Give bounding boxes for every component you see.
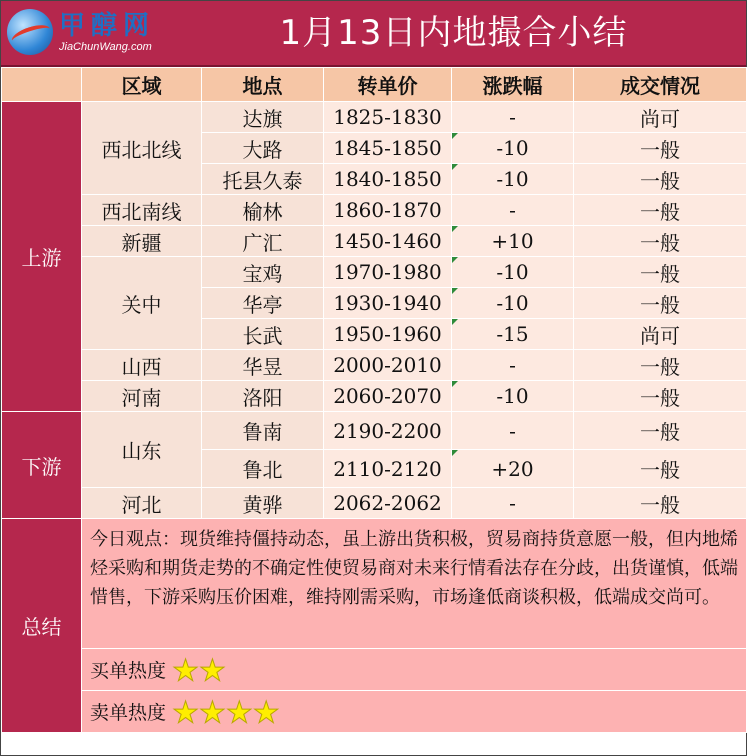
price-cell: 2110-2120	[324, 450, 452, 488]
summary-text: 今日观点：现货维持僵持动态，虽上游出货积极，贸易商持货意愿一般，但内地烯烃采购和期货走势的不确定性使贸易商对未来行情看法存在分歧，出货谨慎，低端惜售，下游采购压价困难，维持刚需采购，市场逢低商谈积极，低端成交尚可。	[82, 519, 747, 649]
location-cell: 大路	[202, 133, 324, 164]
table-row	[2, 488, 747, 519]
sell-heat-row	[2, 691, 747, 733]
column-header-change: 涨跌幅	[452, 68, 574, 102]
logo-url: JiaChunWang.com	[59, 41, 152, 53]
change-cell: -10	[452, 133, 574, 164]
location-cell: 华亭	[202, 288, 324, 319]
price-cell: 1845-1850	[324, 133, 452, 164]
location-cell: 广汇	[202, 226, 324, 257]
header-bar	[1, 1, 746, 67]
price-cell: 1950-1960	[324, 319, 452, 350]
deal-cell: 一般	[574, 288, 747, 319]
deal-cell: 一般	[574, 350, 747, 381]
deal-cell: 尚可	[574, 102, 747, 133]
deal-cell: 一般	[574, 488, 747, 519]
star-icon: ★	[198, 653, 226, 689]
table-row	[2, 350, 747, 381]
location-cell: 华昱	[202, 350, 324, 381]
logo	[7, 5, 157, 61]
change-cell: -10	[452, 164, 574, 195]
region-cell: 山东	[82, 412, 202, 488]
location-cell: 托县久泰	[202, 164, 324, 195]
location-cell: 长武	[202, 319, 324, 350]
deal-cell: 一般	[574, 164, 747, 195]
change-cell: +20	[452, 450, 574, 488]
table-row	[2, 226, 747, 257]
region-cell: 西北北线	[82, 102, 202, 195]
column-header-location: 地点	[202, 68, 324, 102]
page-title: 1月13日内地撮合小结	[279, 13, 628, 53]
header-blank-cell	[2, 68, 82, 102]
region-cell: 新疆	[82, 226, 202, 257]
price-cell: 2190-2200	[324, 412, 452, 450]
change-cell: -	[452, 350, 574, 381]
price-cell: 2062-2062	[324, 488, 452, 519]
table-row	[2, 412, 747, 450]
change-cell: -	[452, 102, 574, 133]
price-cell: 1970-1980	[324, 257, 452, 288]
price-cell: 1930-1940	[324, 288, 452, 319]
buy-heat-label: 买单热度	[90, 660, 167, 682]
change-cell: -15	[452, 319, 574, 350]
deal-cell: 一般	[574, 195, 747, 226]
sell-heat-cell	[82, 691, 747, 733]
location-cell: 宝鸡	[202, 257, 324, 288]
region-cell: 关中	[82, 257, 202, 350]
price-cell: 1860-1870	[324, 195, 452, 226]
star-icon: ★	[172, 653, 199, 689]
change-cell: -	[452, 488, 574, 519]
buy-heat-row	[2, 649, 747, 691]
change-cell: -	[452, 412, 574, 450]
region-cell: 山西	[82, 350, 202, 381]
table-row	[2, 102, 747, 133]
table-row	[2, 381, 747, 412]
buy-heat-stars	[172, 653, 226, 689]
change-cell: -10	[452, 257, 574, 288]
summary-label: 总结	[2, 519, 82, 733]
location-cell: 黄骅	[202, 488, 324, 519]
location-cell: 洛阳	[202, 381, 324, 412]
region-cell: 河南	[82, 381, 202, 412]
price-cell: 1450-1460	[324, 226, 452, 257]
location-cell: 榆林	[202, 195, 324, 226]
star-icon: ★	[225, 695, 253, 731]
change-cell: +10	[452, 226, 574, 257]
summary-row	[2, 519, 747, 649]
table-row	[2, 195, 747, 226]
deal-cell: 一般	[574, 226, 747, 257]
region-cell: 河北	[82, 488, 202, 519]
logo-text: 甲醇网	[59, 11, 156, 41]
price-table	[1, 67, 747, 733]
column-header-region: 区域	[82, 68, 202, 102]
downstream-label: 下游	[2, 412, 82, 519]
location-cell: 达旗	[202, 102, 324, 133]
price-cell: 2060-2070	[324, 381, 452, 412]
table-header-row	[2, 68, 747, 102]
deal-cell: 一般	[574, 257, 747, 288]
change-cell: -10	[452, 288, 574, 319]
deal-cell: 尚可	[574, 319, 747, 350]
deal-cell: 一般	[574, 412, 747, 450]
deal-cell: 一般	[574, 450, 747, 488]
upstream-label: 上游	[2, 102, 82, 412]
column-header-deal: 成交情况	[574, 68, 747, 102]
price-cell: 1825-1830	[324, 102, 452, 133]
change-cell: -	[452, 195, 574, 226]
price-cell: 1840-1850	[324, 164, 452, 195]
change-cell: -10	[452, 381, 574, 412]
sell-heat-label: 卖单热度	[90, 702, 167, 724]
buy-heat-cell	[82, 649, 747, 691]
star-icon: ★	[198, 695, 226, 731]
location-cell: 鲁南	[202, 412, 324, 450]
table-row	[2, 257, 747, 288]
region-cell: 西北南线	[82, 195, 202, 226]
price-cell: 2000-2010	[324, 350, 452, 381]
deal-cell: 一般	[574, 133, 747, 164]
deal-cell: 一般	[574, 381, 747, 412]
star-icon: ★	[172, 695, 199, 731]
column-header-price: 转单价	[324, 68, 452, 102]
location-cell: 鲁北	[202, 450, 324, 488]
star-icon: ★	[252, 695, 280, 731]
sell-heat-stars	[172, 695, 280, 731]
